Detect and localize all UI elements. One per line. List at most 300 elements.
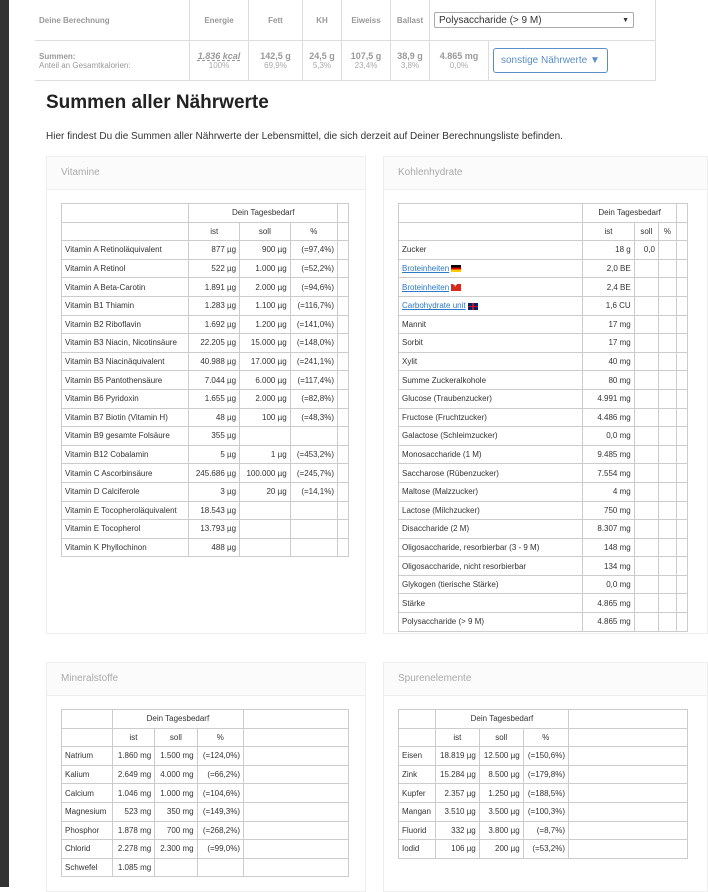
- nutrient-name: Eisen: [402, 751, 423, 761]
- soll-value: [634, 259, 658, 278]
- table-row: [399, 613, 688, 632]
- protein-pct: 23,4%: [354, 61, 378, 70]
- empty-cell: [569, 802, 688, 821]
- table-row: [399, 427, 688, 446]
- nutrient-select-value: Polysaccharide (> 9 M): [439, 15, 542, 26]
- ist-value: 17 mg: [583, 334, 634, 353]
- row-name-cell: [399, 747, 436, 766]
- left-sidebar-strip: [0, 0, 9, 887]
- fat-value: 142,5 g: [260, 51, 291, 61]
- empty-cell: [569, 821, 688, 840]
- empty-cell: [244, 821, 349, 840]
- nutrient-name: Vitamin C Ascorbinsäure: [65, 468, 153, 478]
- soll-value: 17.000 µg: [240, 352, 291, 371]
- pct-value: (=148,0%): [290, 334, 337, 353]
- flag-ch-icon: [451, 284, 461, 291]
- table-row: [62, 501, 349, 520]
- pct-header: %: [523, 728, 568, 747]
- sums-label: Summen:: [39, 51, 76, 61]
- soll-value: 100 µg: [240, 408, 291, 427]
- table-row: [399, 840, 688, 859]
- row-name-cell: [62, 520, 189, 539]
- poly-cell: [430, 41, 489, 81]
- pct-value: [658, 408, 676, 427]
- pct-value: [658, 445, 676, 464]
- pct-header: %: [658, 222, 676, 241]
- row-name-cell: [399, 408, 583, 427]
- empty-cell: [244, 784, 349, 803]
- table-row: [62, 296, 349, 315]
- row-name-cell: [399, 613, 583, 632]
- soll-header: soll: [155, 728, 197, 747]
- ist-value: 1.283 µg: [189, 296, 240, 315]
- nutrient-name: Saccharose (Rübenzucker): [402, 468, 499, 478]
- table-row: [62, 538, 349, 557]
- row-name-cell: [399, 575, 583, 594]
- table-row: [399, 408, 688, 427]
- nutrient-name: Vitamin A Retinol: [65, 264, 126, 274]
- nutrient-name: Vitamin B2 Riboflavin: [65, 319, 141, 329]
- nutrient-name: Fluorid: [402, 825, 427, 835]
- soll-value: 1.200 µg: [240, 315, 291, 334]
- ist-value: 2,0 BE: [583, 259, 634, 278]
- poly-value: 4.865 mg: [439, 51, 479, 61]
- table-row: [399, 334, 688, 353]
- empty-header: [244, 710, 349, 729]
- table-row: [399, 520, 688, 539]
- pct-value: (=453,2%): [290, 445, 337, 464]
- row-name-cell: [62, 784, 113, 803]
- ist-header: ist: [189, 222, 240, 241]
- soll-value: 2.000 µg: [240, 278, 291, 297]
- carbs-pct: 5,3%: [312, 61, 332, 70]
- vitamins-title: Vitamine: [47, 157, 365, 190]
- pct-value: [290, 427, 337, 446]
- ist-value: 18.543 µg: [189, 501, 240, 520]
- ist-value: 2.278 mg: [112, 840, 154, 859]
- empty-cell: [338, 315, 349, 334]
- row-name-cell: [62, 821, 113, 840]
- empty-cell: [338, 241, 349, 260]
- empty-header: [62, 204, 189, 223]
- nutrient-name: Vitamin B1 Thiamin: [65, 301, 135, 311]
- nutrient-name: Monosaccharide (1 M): [402, 450, 482, 460]
- nutrient-name: Kupfer: [402, 788, 426, 798]
- vitamins-panel: [46, 156, 366, 634]
- row-name-cell: [62, 371, 189, 390]
- soll-value: [634, 352, 658, 371]
- empty-cell: [677, 278, 688, 297]
- row-name-cell: [399, 445, 583, 464]
- energy-pct: 100%: [208, 61, 230, 70]
- ist-value: 2.357 µg: [435, 784, 479, 803]
- nutrient-name: Oligosaccharide, resorbierbar (3 - 9 M): [402, 542, 540, 552]
- empty-cell: [244, 858, 349, 877]
- row-name-cell: [62, 334, 189, 353]
- pct-value: [658, 427, 676, 446]
- ist-value: 750 mg: [583, 501, 634, 520]
- empty-cell: [338, 520, 349, 539]
- nutrient-name: Maltose (Malzzucker): [402, 487, 479, 497]
- table-row: [62, 408, 349, 427]
- ist-value: 40 mg: [583, 352, 634, 371]
- soll-value: 3.500 µg: [479, 802, 523, 821]
- table-row: [62, 315, 349, 334]
- row-name-cell: [399, 501, 583, 520]
- empty-cell: [244, 840, 349, 859]
- table-row: [399, 784, 688, 803]
- empty-cell: [677, 482, 688, 501]
- pct-value: (=97,4%): [290, 241, 337, 260]
- pct-value: [658, 315, 676, 334]
- row-name-cell: [62, 259, 189, 278]
- ist-value: 5 µg: [189, 445, 240, 464]
- row-name-cell: [62, 858, 113, 877]
- daily-header: Dein Tagesbedarf: [583, 204, 677, 223]
- nutrient-name: Iodid: [402, 844, 420, 854]
- empty-cell: [677, 575, 688, 594]
- ist-value: 4.865 mg: [583, 613, 634, 632]
- table-row: [62, 427, 349, 446]
- pct-value: (=124,0%): [197, 747, 243, 766]
- ist-value: 877 µg: [189, 241, 240, 260]
- vitamins-rows: [62, 241, 349, 557]
- minerals-title: Mineralstoffe: [47, 663, 365, 696]
- ist-value: 1,6 CU: [583, 296, 634, 315]
- trace-rows: [399, 747, 688, 859]
- ist-value: 1.878 mg: [112, 821, 154, 840]
- pct-value: (=94,6%): [290, 278, 337, 297]
- table-row: [62, 520, 349, 539]
- empty-header: [399, 728, 436, 747]
- pct-value: [658, 501, 676, 520]
- pct-value: (=149,3%): [197, 802, 243, 821]
- row-name-cell: [62, 482, 189, 501]
- soll-value: [634, 408, 658, 427]
- soll-value: 0,0: [634, 241, 658, 260]
- nutrient-name: Kalium: [65, 770, 90, 780]
- energy-cell: [190, 41, 249, 81]
- minerals-rows: [62, 747, 349, 877]
- trace-panel: [383, 662, 708, 892]
- table-row: [399, 747, 688, 766]
- daily-header: Dein Tagesbedarf: [435, 710, 568, 729]
- table-row: [399, 765, 688, 784]
- soll-value: [634, 371, 658, 390]
- ist-value: 1.655 µg: [189, 389, 240, 408]
- nutrient-name: Vitamin B7 Biotin (Vitamin H): [65, 412, 168, 422]
- table-row: [62, 334, 349, 353]
- table-row: [399, 575, 688, 594]
- soll-value: 2.300 mg: [155, 840, 197, 859]
- nutrient-name: Vitamin A Beta-Carotin: [65, 282, 146, 292]
- pct-value: [290, 520, 337, 539]
- row-name-cell: [399, 241, 583, 260]
- nutrient-name: Calcium: [65, 788, 94, 798]
- nutrient-name: Glucose (Traubenzucker): [402, 394, 492, 404]
- soll-value: 2.000 µg: [240, 389, 291, 408]
- pct-value: [658, 557, 676, 576]
- empty-cell: [569, 784, 688, 803]
- table-row: [62, 352, 349, 371]
- soll-value: [634, 315, 658, 334]
- row-name-cell: [399, 389, 583, 408]
- carbs-cell: [303, 41, 342, 81]
- ist-header: ist: [112, 728, 154, 747]
- pct-value: [658, 520, 676, 539]
- row-name-cell: [399, 427, 583, 446]
- row-name-cell: [62, 501, 189, 520]
- ist-value: 3 µg: [189, 482, 240, 501]
- row-name-cell: [399, 557, 583, 576]
- other-nutrients-button[interactable]: [493, 48, 608, 73]
- row-name-cell: [62, 445, 189, 464]
- table-row: [62, 259, 349, 278]
- soll-value: 1.250 µg: [479, 784, 523, 803]
- row-name-cell: [399, 259, 583, 278]
- nutrient-link[interactable]: Carbohydrate unit: [402, 301, 466, 311]
- summary-header-label: Deine Berechnung: [35, 0, 190, 41]
- fat-cell: [249, 41, 303, 81]
- soll-value: [634, 501, 658, 520]
- empty-cell: [569, 765, 688, 784]
- row-name-cell: [62, 278, 189, 297]
- empty-cell: [338, 538, 349, 557]
- soll-value: 1.000 mg: [155, 784, 197, 803]
- ist-value: 1.692 µg: [189, 315, 240, 334]
- nutrient-name: Lactose (Milchzucker): [402, 505, 480, 515]
- pct-value: (=116,7%): [290, 296, 337, 315]
- flag-de-icon: [451, 265, 461, 272]
- nutrient-name: Fructose (Fruchtzucker): [402, 412, 487, 422]
- ist-value: 0,0 mg: [583, 427, 634, 446]
- soll-value: [240, 427, 291, 446]
- table-row: [62, 802, 349, 821]
- pct-value: [658, 334, 676, 353]
- flag-uk-icon: [468, 303, 478, 310]
- empty-cell: [677, 408, 688, 427]
- empty-cell: [677, 427, 688, 446]
- empty-cell: [677, 613, 688, 632]
- nutrient-select-cell: [430, 0, 656, 41]
- empty-cell: [677, 464, 688, 483]
- ist-value: 2.649 mg: [112, 765, 154, 784]
- nutrient-select[interactable]: [434, 12, 634, 28]
- nutrient-name: Polysaccharide (> 9 M): [402, 617, 485, 627]
- row-name-cell: [399, 840, 436, 859]
- empty-cell: [677, 594, 688, 613]
- row-name-cell: [62, 408, 189, 427]
- nutrient-name: Galactose (Schleimzucker): [402, 431, 498, 441]
- pct-value: [658, 371, 676, 390]
- empty-cell: [677, 315, 688, 334]
- row-name-cell: [399, 538, 583, 557]
- pct-value: (=53,2%): [523, 840, 568, 859]
- row-name-cell: [399, 371, 583, 390]
- empty-cell: [338, 334, 349, 353]
- row-name-cell: [62, 840, 113, 859]
- soll-header: soll: [634, 222, 658, 241]
- empty-cell: [677, 371, 688, 390]
- table-row: [399, 821, 688, 840]
- pct-value: [658, 352, 676, 371]
- vitamins-table: [61, 203, 349, 557]
- pct-value: [197, 858, 243, 877]
- nutrient-link[interactable]: Broteinheiten: [402, 264, 450, 274]
- row-name-cell: [399, 352, 583, 371]
- ist-value: 15.284 µg: [435, 765, 479, 784]
- soll-value: 6.000 µg: [240, 371, 291, 390]
- soll-value: 15.000 µg: [240, 334, 291, 353]
- empty-cell: [677, 334, 688, 353]
- ist-value: 148 mg: [583, 538, 634, 557]
- soll-value: [634, 594, 658, 613]
- nutrient-name: Vitamin E Tocopherol: [65, 524, 141, 534]
- ist-value: 1.891 µg: [189, 278, 240, 297]
- empty-cell: [677, 241, 688, 260]
- empty-header: [62, 222, 189, 241]
- empty-cell: [338, 482, 349, 501]
- other-nutrients-label: sonstige Nährwerte: [501, 55, 588, 66]
- soll-value: [240, 520, 291, 539]
- soll-value: [240, 538, 291, 557]
- row-name-cell: [62, 315, 189, 334]
- table-row: [399, 278, 688, 297]
- row-name-cell: [399, 278, 583, 297]
- empty-cell: [338, 445, 349, 464]
- soll-value: 100.000 µg: [240, 464, 291, 483]
- nutrient-name: Vitamin B9 gesamte Folsäure: [65, 431, 170, 441]
- soll-value: [634, 334, 658, 353]
- pct-value: (=188,5%): [523, 784, 568, 803]
- trace-table: [398, 709, 688, 859]
- table-row: [62, 765, 349, 784]
- pct-value: (=14,1%): [290, 482, 337, 501]
- row-name-cell: [62, 389, 189, 408]
- nutrient-name: Sorbit: [402, 338, 423, 348]
- table-row: [399, 389, 688, 408]
- ist-value: 1.085 mg: [112, 858, 154, 877]
- ist-value: 0,0 mg: [583, 575, 634, 594]
- pct-value: [658, 241, 676, 260]
- row-name-cell: [62, 802, 113, 821]
- empty-header: [244, 728, 349, 747]
- empty-header: [62, 728, 113, 747]
- empty-cell: [569, 840, 688, 859]
- ist-value: 4.865 mg: [583, 594, 634, 613]
- pct-value: (=52,2%): [290, 259, 337, 278]
- soll-value: [634, 278, 658, 297]
- pct-value: (=245,7%): [290, 464, 337, 483]
- row-name-cell: [399, 802, 436, 821]
- nutrient-name: Vitamin B6 Pyridoxin: [65, 394, 139, 404]
- row-name-cell: [62, 241, 189, 260]
- row-name-cell: [399, 594, 583, 613]
- empty-cell: [569, 747, 688, 766]
- ist-header: ist: [435, 728, 479, 747]
- page-title: Summen aller Nährwerte: [46, 92, 269, 113]
- table-row: [62, 840, 349, 859]
- soll-value: 1.100 µg: [240, 296, 291, 315]
- empty-cell: [338, 501, 349, 520]
- share-label: Anteil an Gesamtkalorien:: [39, 60, 131, 70]
- summary-table: [35, 0, 656, 81]
- ist-value: 22.205 µg: [189, 334, 240, 353]
- nutrient-name: Xylit: [402, 357, 418, 367]
- empty-cell: [244, 802, 349, 821]
- empty-header: [569, 710, 688, 729]
- pct-value: (=179,8%): [523, 765, 568, 784]
- empty-cell: [677, 557, 688, 576]
- caret-down-icon: ▼: [589, 55, 600, 66]
- empty-header: [677, 204, 688, 223]
- other-button-cell: [489, 41, 656, 81]
- pct-value: (=100,3%): [523, 802, 568, 821]
- pct-value: (=66,2%): [197, 765, 243, 784]
- pct-value: [658, 575, 676, 594]
- row-name-cell: [399, 765, 436, 784]
- empty-header: [399, 710, 436, 729]
- minerals-table: [61, 709, 349, 877]
- pct-value: [658, 389, 676, 408]
- nutrient-name: Vitamin D Calciferole: [65, 487, 140, 497]
- empty-header: [399, 222, 583, 241]
- soll-value: 1 µg: [240, 445, 291, 464]
- table-row: [62, 858, 349, 877]
- pct-value: (=8,7%): [523, 821, 568, 840]
- nutrient-name: Chlorid: [65, 844, 91, 854]
- empty-cell: [677, 538, 688, 557]
- ist-value: 106 µg: [435, 840, 479, 859]
- ist-value: 522 µg: [189, 259, 240, 278]
- ist-value: 8.307 mg: [583, 520, 634, 539]
- energy-value[interactable]: 1.836 kcal: [197, 51, 241, 61]
- table-row: [399, 802, 688, 821]
- table-row: [399, 315, 688, 334]
- pct-value: (=141,0%): [290, 315, 337, 334]
- nutrient-name: Disaccharide (2 M): [402, 524, 470, 534]
- table-row: [399, 557, 688, 576]
- table-row: [399, 464, 688, 483]
- soll-value: [634, 389, 658, 408]
- minerals-panel: [46, 662, 366, 892]
- pct-value: [658, 613, 676, 632]
- empty-cell: [338, 296, 349, 315]
- row-name-cell: [62, 464, 189, 483]
- empty-header: [62, 710, 113, 729]
- empty-cell: [677, 296, 688, 315]
- nutrient-link[interactable]: Broteinheiten: [402, 282, 450, 292]
- empty-cell: [677, 501, 688, 520]
- ist-value: 4.486 mg: [583, 408, 634, 427]
- pct-header: %: [290, 222, 337, 241]
- col-energy: Energie: [190, 0, 249, 41]
- row-name-cell: [62, 296, 189, 315]
- table-row: [62, 482, 349, 501]
- table-row: [399, 371, 688, 390]
- table-row: [62, 371, 349, 390]
- soll-header: soll: [479, 728, 523, 747]
- empty-header: [338, 204, 349, 223]
- col-fiber: Ballast: [391, 0, 430, 41]
- table-row: [62, 389, 349, 408]
- pct-value: [658, 259, 676, 278]
- soll-value: 700 mg: [155, 821, 197, 840]
- soll-value: [240, 501, 291, 520]
- ist-value: 245.686 µg: [189, 464, 240, 483]
- soll-value: 200 µg: [479, 840, 523, 859]
- pct-value: [290, 501, 337, 520]
